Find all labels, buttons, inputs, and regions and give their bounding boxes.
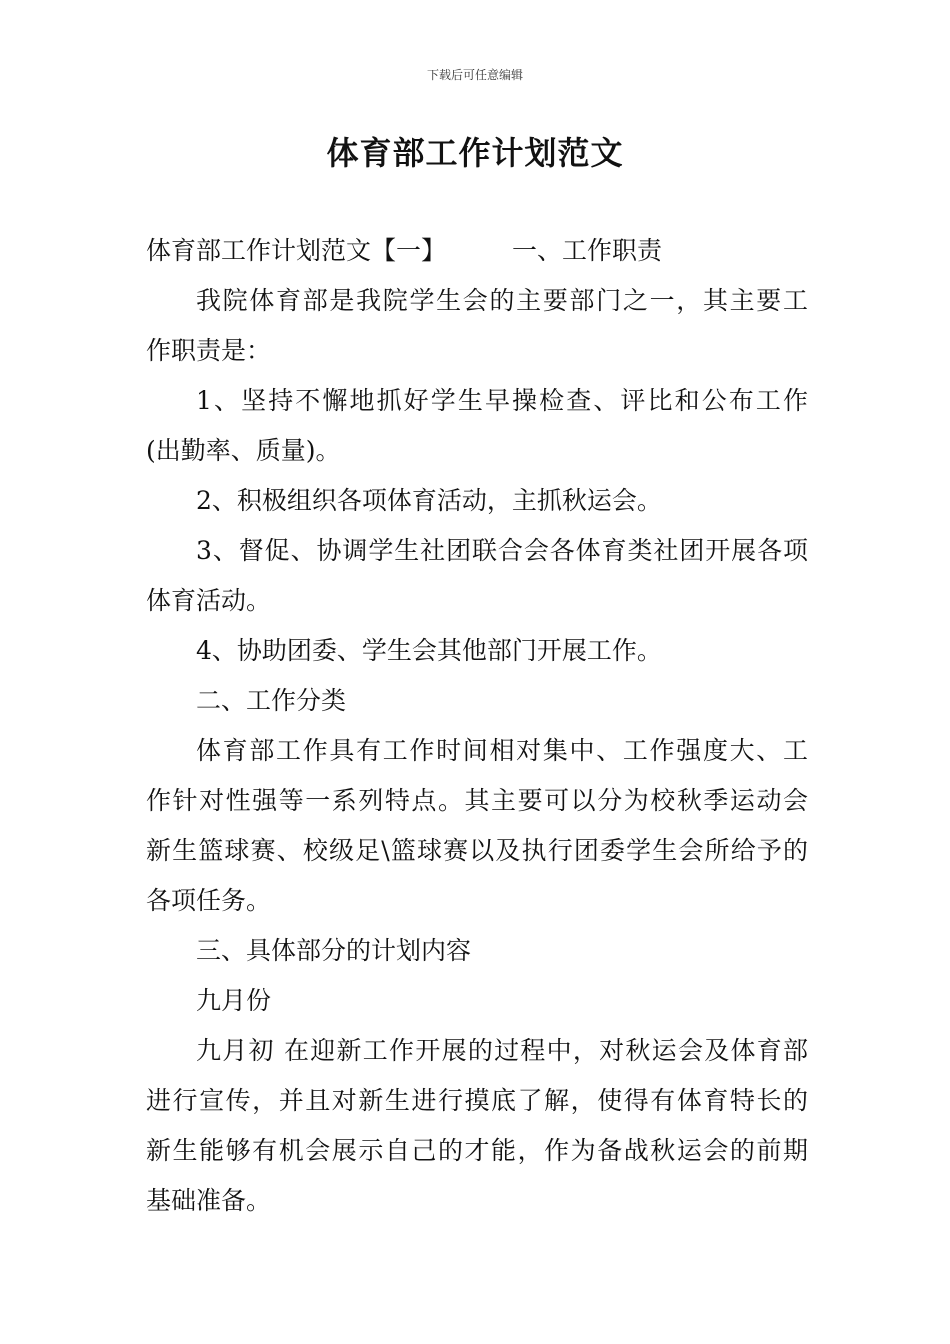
list-item-line: 3、督促、协调学生社团联合会各体育类社团开展各项 bbox=[196, 536, 808, 565]
list-item-line: 1、坚持不懈地抓好学生早操检查、评比和公布工作 bbox=[196, 386, 808, 415]
document-body bbox=[146, 226, 808, 1226]
list-item-line: 体育活动。 bbox=[146, 586, 272, 615]
list-item-line: 4、协助团委、学生会其他部门开展工作。 bbox=[196, 636, 662, 665]
paragraph-line: 作职责是： bbox=[146, 336, 272, 365]
section-heading: 二、工作分类 bbox=[196, 686, 347, 715]
paragraph-line: 进行宣传，并且对新生进行摸底了解，使得有体育特长的 bbox=[146, 1086, 808, 1115]
paragraph-line: 九月初 在迎新工作开展的过程中，对秋运会及体育部 bbox=[196, 1036, 808, 1065]
page-title: 体育部工作计划范文 bbox=[326, 134, 624, 172]
section-heading: 一、工作职责 bbox=[512, 236, 663, 265]
paragraph-line: 新生篮球赛、校级足\篮球赛以及执行团委学生会所给予的 bbox=[146, 836, 808, 865]
subtitle-line bbox=[146, 226, 808, 276]
paragraph-line: 各项任务。 bbox=[146, 886, 272, 915]
paragraph-line: 基础准备。 bbox=[146, 1186, 272, 1215]
paragraph-line: 体育部工作具有工作时间相对集中、工作强度大、工 bbox=[196, 736, 808, 765]
list-item-line: 2、积极组织各项体育活动，主抓秋运会。 bbox=[196, 486, 662, 515]
paragraph-line: 作针对性强等一系列特点。其主要可以分为校秋季运动会 bbox=[146, 786, 808, 815]
list-item-line: (出勤率、质量)。 bbox=[146, 436, 341, 465]
header-note: 下载后可任意编辑 bbox=[426, 68, 523, 82]
paragraph-line: 新生能够有机会展示自己的才能，作为备战秋运会的前期 bbox=[146, 1136, 808, 1165]
section-heading: 体育部工作计划范文【一】 bbox=[146, 236, 447, 265]
section-heading: 三、具体部分的计划内容 bbox=[196, 936, 472, 965]
paragraph-line: 我院体育部是我院学生会的主要部门之一，其主要工 bbox=[196, 286, 808, 315]
section-heading: 九月份 bbox=[196, 986, 272, 1015]
